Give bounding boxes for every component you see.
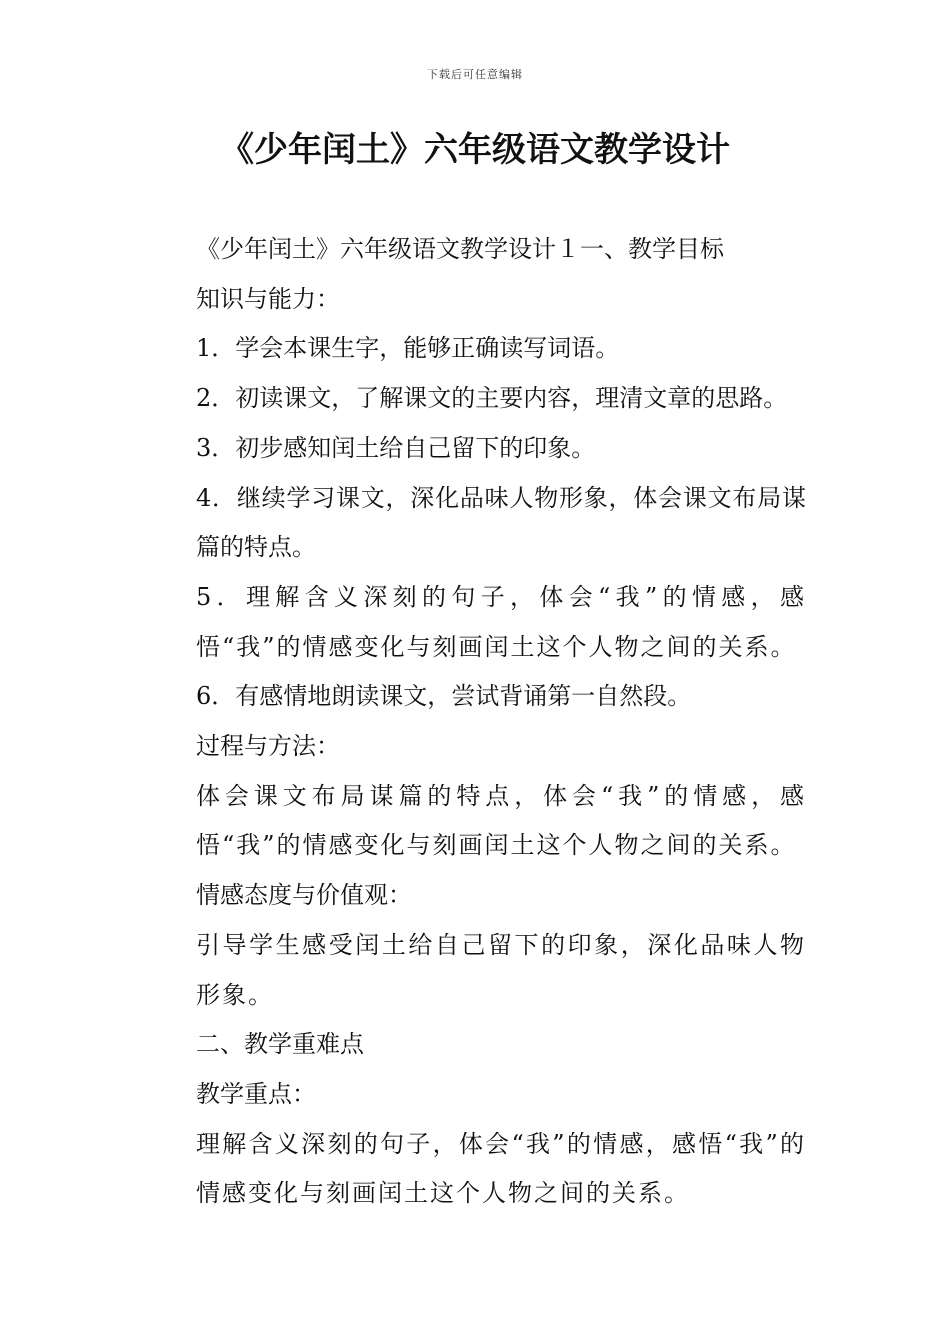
section-heading-knowledge: 知识与能力： xyxy=(196,284,340,313)
list-item: 4．继续学习课文，深化品味人物形象，体会课文布局谋篇的特点。 xyxy=(196,483,806,562)
list-item: 6．有感情地朗读课文，尝试背诵第一自然段。 xyxy=(196,682,692,711)
document-body xyxy=(146,225,806,1219)
list-item: 3．初步感知闰土给自己留下的印象。 xyxy=(196,433,596,462)
body-paragraph: 引导学生感受闰土给自己留下的印象，深化品味人物形象。 xyxy=(196,930,806,1009)
header-note: 下载后可任意编辑 xyxy=(427,68,523,81)
list-item: 5．理解含义深刻的句子，体会“我”的情感，感悟“我”的情感变化与刻画闰土这个人物之间的关系。 xyxy=(196,582,806,661)
list-item: 1．学会本课生字，能够正确读写词语。 xyxy=(196,334,620,363)
document-title: 《少年闰土》六年级语文教学设计 xyxy=(220,130,730,170)
sub-heading-teaching-focus: 教学重点： xyxy=(196,1079,316,1108)
section-heading-attitude: 情感态度与价值观： xyxy=(196,881,412,910)
section-heading-process: 过程与方法： xyxy=(196,732,340,761)
body-paragraph: 理解含义深刻的句子，体会“我”的情感，感悟“我”的情感变化与刻画闰土这个人物之间的关系。 xyxy=(196,1129,806,1208)
list-item: 2．初读课文，了解课文的主要内容，理清文章的思路。 xyxy=(196,384,788,413)
section-heading-key-points: 二、教学重难点 xyxy=(196,1030,364,1059)
body-paragraph: 体会课文布局谋篇的特点，体会“我”的情感，感悟“我”的情感变化与刻画闰土这个人物之间的关系。 xyxy=(196,781,806,860)
intro-paragraph: 《少年闰土》六年级语文教学设计１一、教学目标 xyxy=(196,235,724,263)
